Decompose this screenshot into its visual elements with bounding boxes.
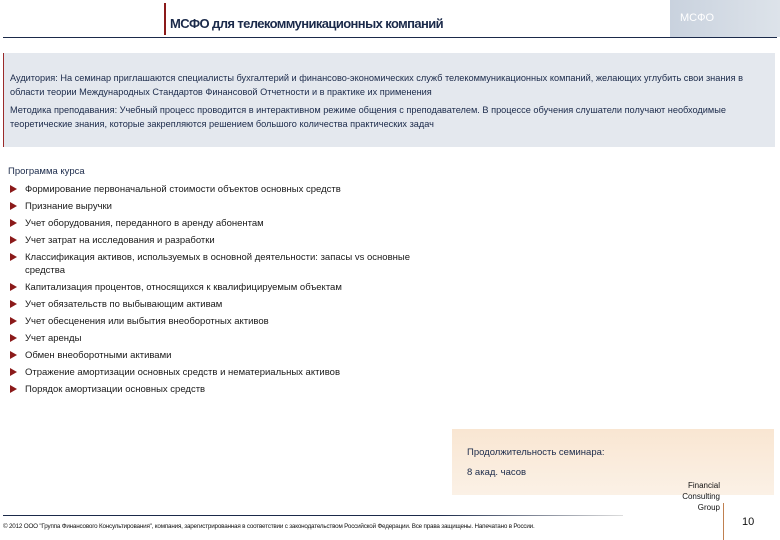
list-item [8, 234, 428, 247]
item-text: Учет затрат на исследования и разработки [25, 235, 215, 246]
page-title: МСФО для телекоммуникационных компаний [170, 16, 444, 31]
list-item [8, 332, 428, 345]
bullet-arrow-icon [10, 236, 17, 244]
list-item [8, 383, 428, 396]
program-list [8, 183, 428, 400]
list-item [8, 217, 428, 230]
audience-text: Аудитория: На семинар приглашаются специалисты бухгалтерий и финансово-экономических служб телекоммуникационных компаний, желающих углубить свои знания в области теории Международных Стандартов Финансовой Отчетности и в практике их применения [10, 73, 743, 97]
bullet-arrow-icon [10, 334, 17, 342]
logo-line: Financial [687, 481, 720, 490]
duration-value: 8 акад. часов [467, 467, 527, 478]
list-item [8, 251, 428, 277]
bullet-arrow-icon [10, 385, 17, 393]
section-tag: МСФО [670, 0, 780, 37]
list-item [8, 200, 428, 213]
logo-divider [723, 503, 724, 540]
copyright-text: © 2012 ООО "Группа Финансового Консультирования", компания, зарегистрированная в соответствии с законодательством Российской Федерации. Все права защищены. Напечатано в России. [3, 523, 535, 530]
list-item [8, 298, 428, 311]
list-item [8, 315, 428, 328]
item-text: Учет обязательств по выбывающим активам [25, 299, 223, 310]
item-text: Отражение амортизации основных средств и нематериальных активов [25, 367, 341, 378]
program-heading: Программа курса [8, 166, 85, 177]
info-box [3, 53, 775, 147]
bullet-arrow-icon [10, 202, 17, 210]
bullet-arrow-icon [10, 283, 17, 291]
bullet-arrow-icon [10, 185, 17, 193]
list-item [8, 366, 428, 379]
item-text: Учет аренды [25, 333, 82, 344]
bullet-arrow-icon [10, 219, 17, 227]
item-text: Формирование первоначальной стоимости объектов основных средств [25, 184, 341, 195]
item-text: Учет обесценения или выбытия внеоборотных активов [25, 316, 269, 327]
duration-box [452, 429, 774, 495]
list-item [8, 183, 428, 196]
header-divider [3, 37, 777, 38]
bullet-arrow-icon [10, 253, 17, 261]
list-item [8, 281, 428, 294]
logo-line: Consulting [682, 492, 720, 501]
company-logo [660, 480, 720, 513]
list-item [8, 349, 428, 362]
item-text: Признание выручки [25, 201, 112, 212]
method-text: Методика преподавания: Учебный процесс проводится в интерактивном режиме общения с преподавателем. В процессе обучения слушатели получают необходимые теоретические знания, которые закрепляются решением большого количества практических задач [10, 105, 726, 129]
duration-label: Продолжительность семинара: [467, 447, 605, 458]
footer-divider [3, 515, 623, 516]
page-number: 10 [742, 516, 755, 528]
title-accent-bar [164, 3, 166, 35]
item-text: Учет оборудования, переданного в аренду абонентам [25, 218, 264, 229]
bullet-arrow-icon [10, 351, 17, 359]
bullet-arrow-icon [10, 300, 17, 308]
item-text: Классификация активов, используемых в основной деятельности: запасы vs основные средства [25, 252, 410, 276]
bullet-arrow-icon [10, 317, 17, 325]
logo-line: Group [697, 503, 720, 512]
bullet-arrow-icon [10, 368, 17, 376]
item-text: Капитализация процентов, относящихся к квалифицируемым объектам [25, 282, 342, 293]
item-text: Порядок амортизации основных средств [25, 384, 206, 395]
item-text: Обмен внеоборотными активами [25, 350, 172, 361]
